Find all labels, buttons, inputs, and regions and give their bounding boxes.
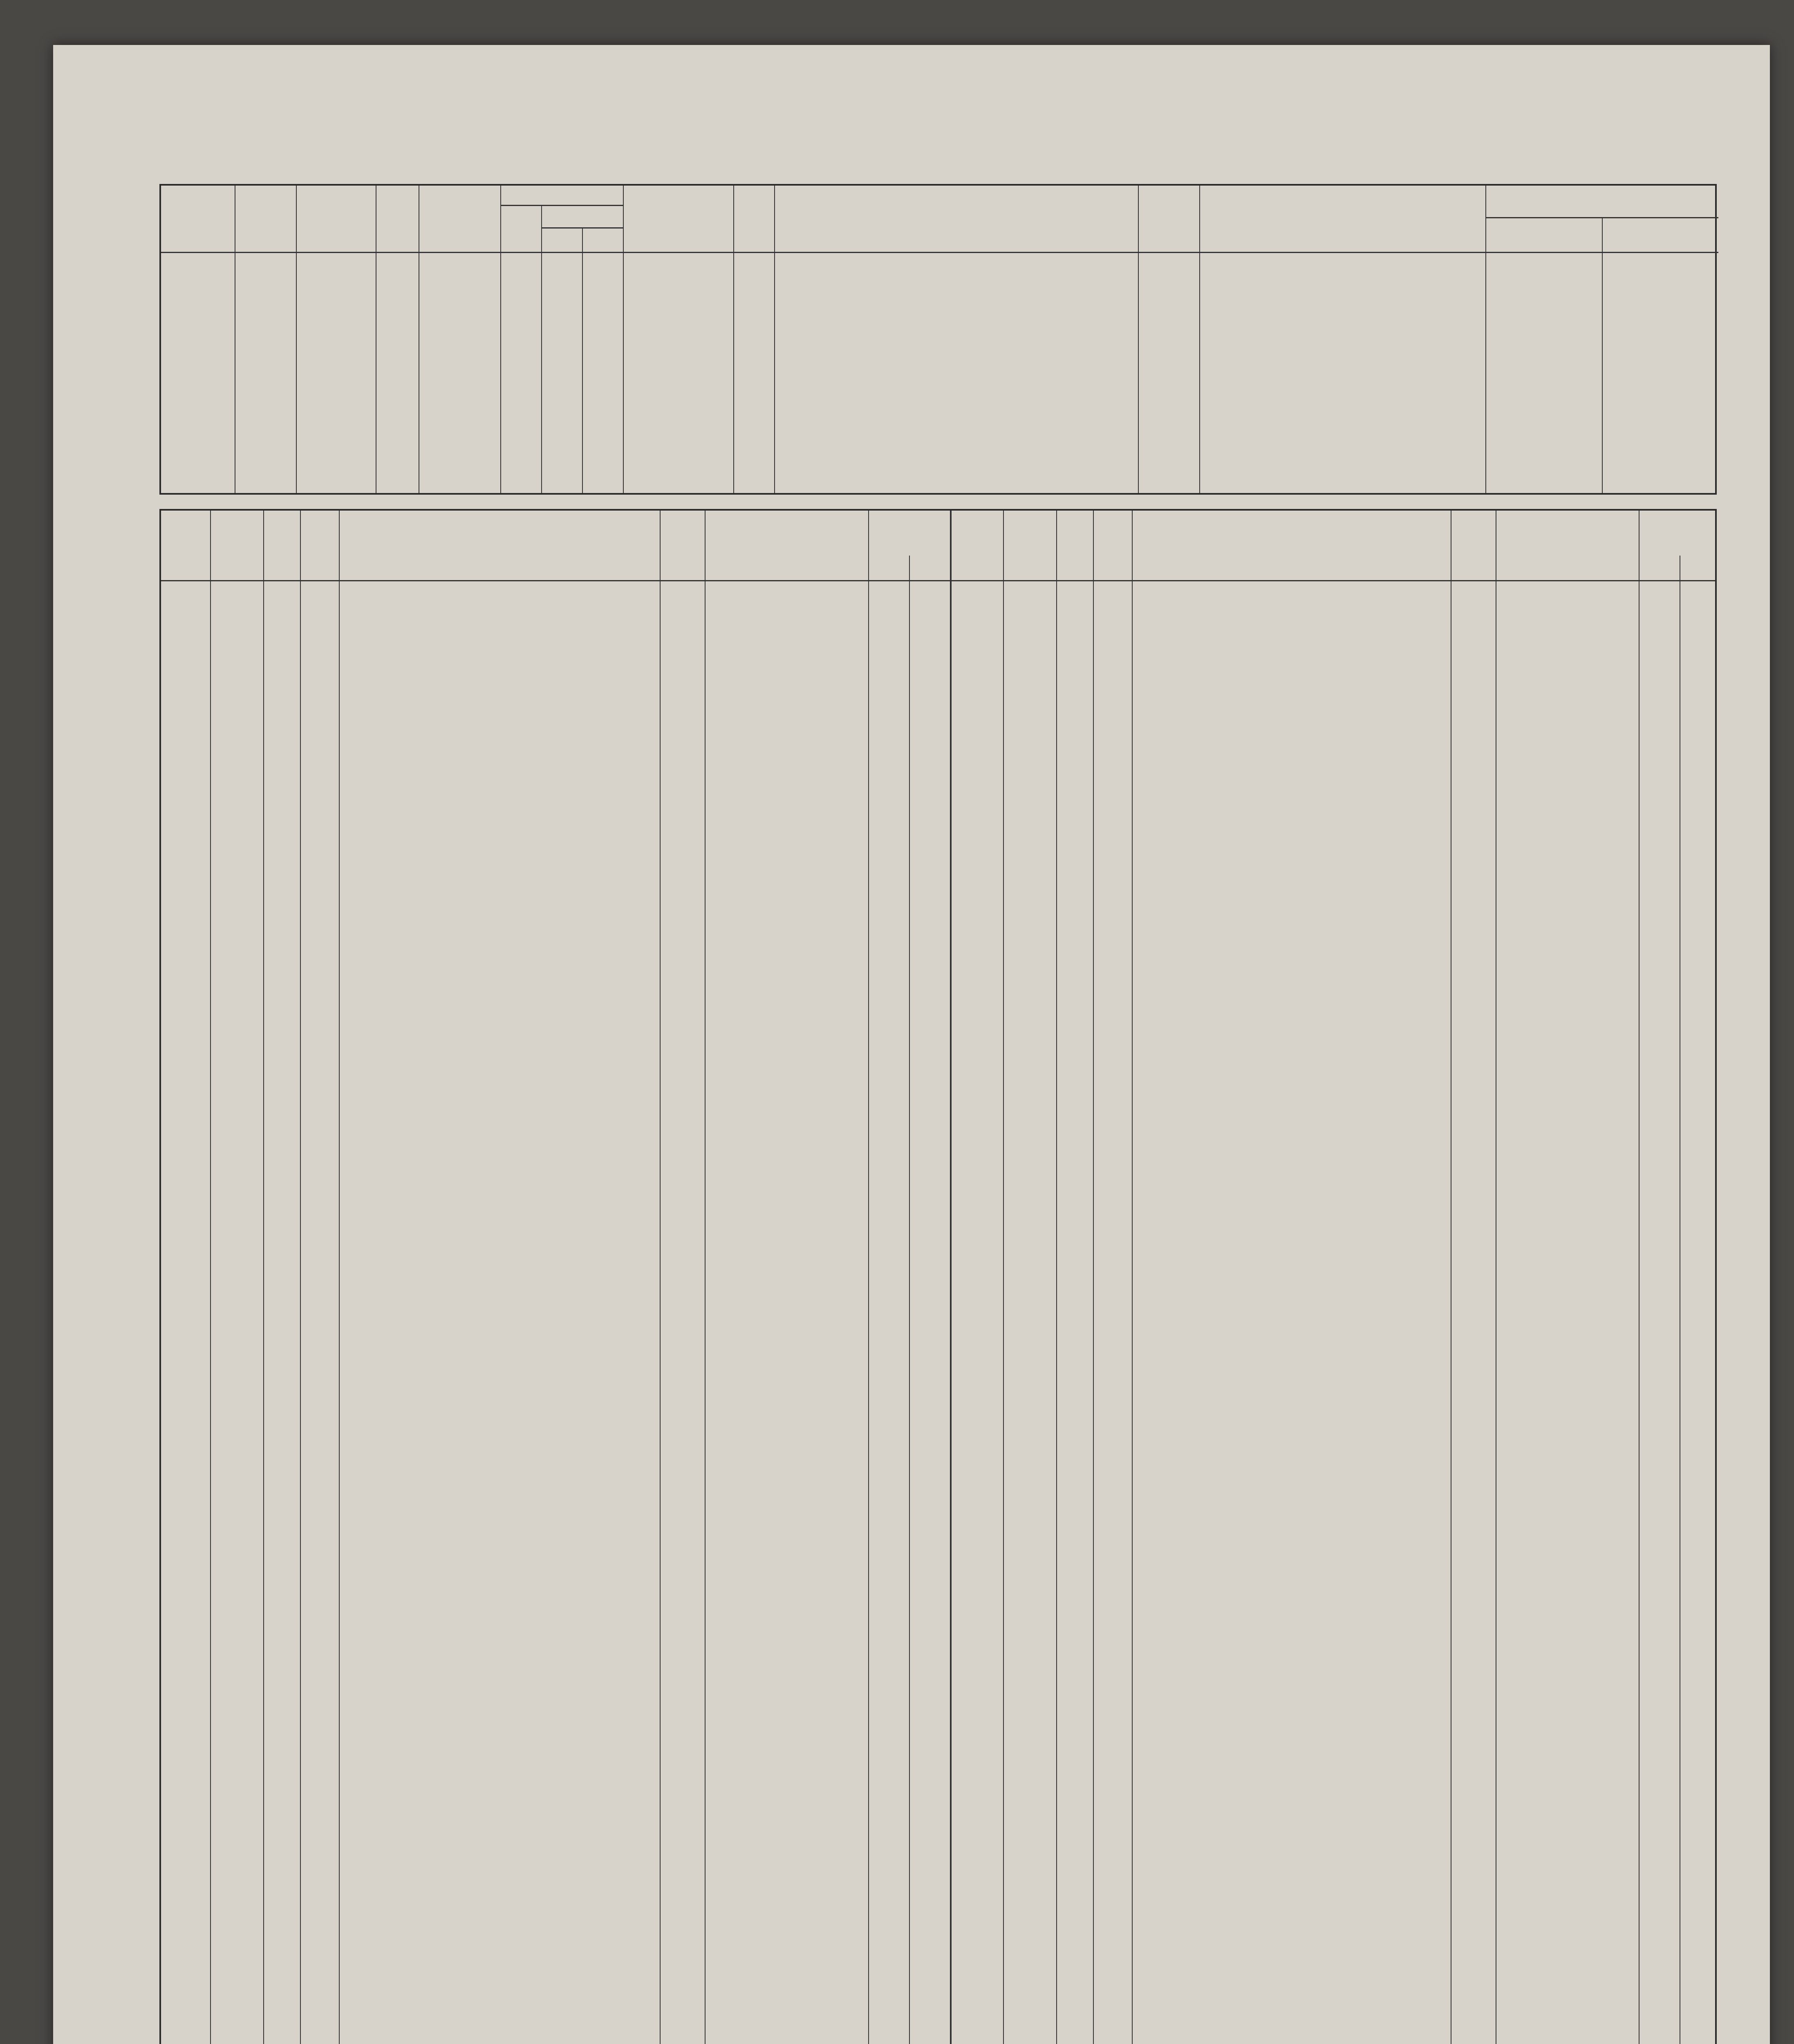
main-quotation-table [159, 509, 1717, 2044]
header-designation [774, 186, 1138, 253]
header-brut [541, 229, 582, 253]
header-jouissance [1138, 186, 1199, 253]
header-pl-haut [1485, 218, 1602, 253]
header-comptant [1199, 186, 1485, 253]
header-plus-bas [1602, 218, 1718, 253]
header-epoques [419, 186, 500, 253]
header-taux [376, 186, 419, 253]
header-interets [500, 186, 623, 206]
header-cours-extremes [1485, 186, 1718, 218]
credit-national-table [159, 184, 1717, 495]
header-exercice [500, 206, 541, 253]
header-cloture [733, 186, 774, 253]
header-montant [161, 186, 235, 253]
header-derniers-cours [623, 186, 733, 253]
header-net [582, 229, 623, 253]
header-dernier-coupon [541, 206, 623, 229]
header-periode [235, 186, 296, 253]
page-header [53, 143, 1770, 180]
header-tirages [296, 186, 376, 253]
